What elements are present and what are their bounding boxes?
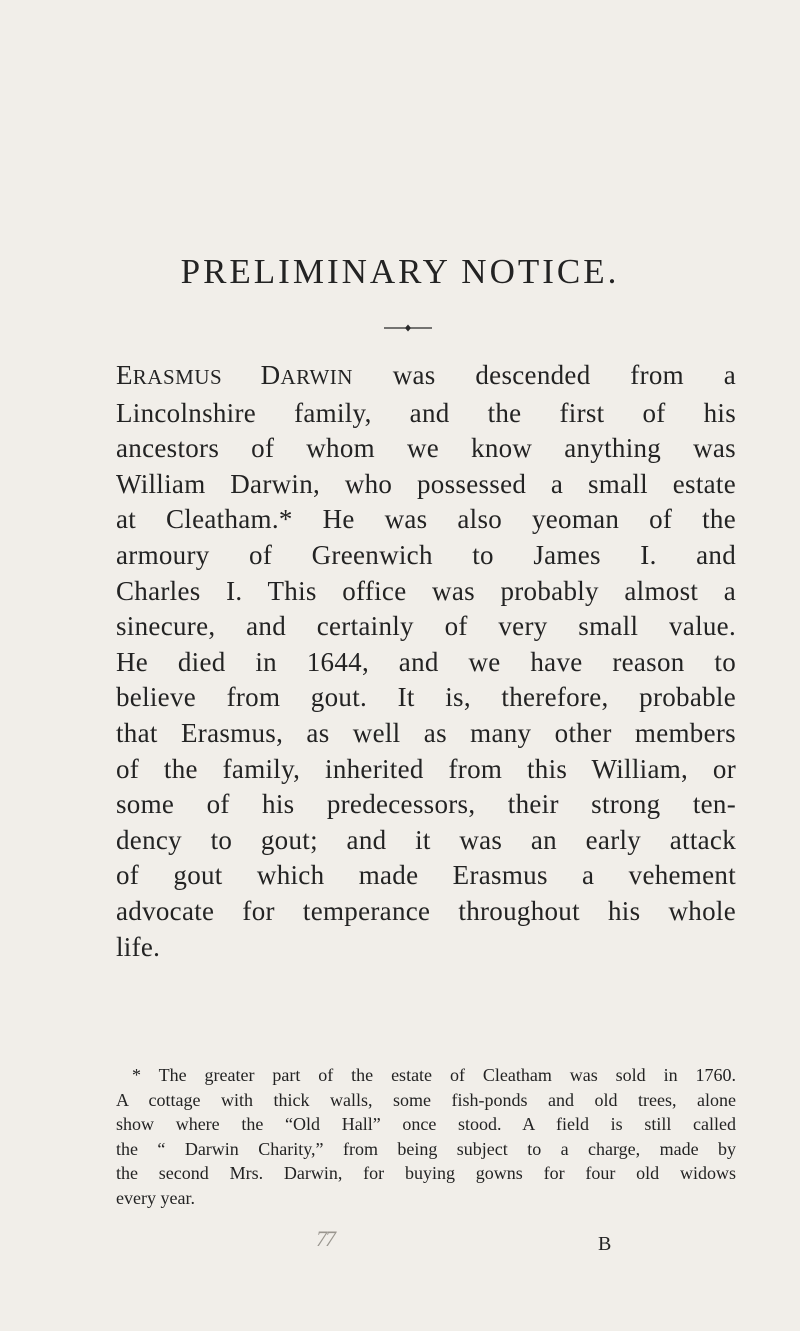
- body-line: [116, 502, 736, 538]
- footnote-line: every year.: [116, 1187, 195, 1208]
- body-text-run: RASMUS: [132, 365, 261, 389]
- footnote-line: the “ Darwin Charity,” from being subject to a charge, made by: [116, 1138, 736, 1159]
- body-line: [116, 467, 736, 503]
- body-line: [116, 609, 736, 645]
- page-title: PRELIMINARY NOTICE.: [180, 252, 620, 291]
- body-text-run: some of his predecessors, their strong ten-: [116, 789, 736, 820]
- body-line: [116, 645, 736, 681]
- ornament-rule-icon: [384, 323, 432, 333]
- footnote: [116, 1063, 736, 1211]
- handwritten-mark: 77: [316, 1226, 334, 1251]
- body-text-run: of gout which made Erasmus a vehement: [116, 860, 736, 891]
- body-text-run: dency to gout; and it was an early attack: [116, 824, 736, 855]
- footnote-line: * The greater part of the estate of Cleatham was sold in 1760.: [132, 1065, 736, 1085]
- body-text-run: Lincolnshire family, and the first of his: [116, 397, 736, 428]
- body-line: [116, 930, 736, 966]
- body-text-run: D: [260, 360, 281, 390]
- body-line: [116, 574, 736, 610]
- footnote-line: show where the “Old Hall” once stood. A field is still called: [116, 1114, 736, 1135]
- body-text-run: of the family, inherited from this William, or: [116, 753, 736, 784]
- body-text-run: armoury of Greenwich to James I. and: [116, 539, 736, 570]
- body-line: [116, 787, 736, 823]
- body-line: [116, 823, 736, 859]
- body-line: [116, 894, 736, 930]
- body-text-run: at Cleatham.* He was also yeoman of the: [116, 504, 736, 535]
- body-text-run: ancestors of whom we know anything was: [116, 433, 736, 464]
- body-text-run: William Darwin, who possessed a small estate: [116, 468, 736, 499]
- body-line: [116, 358, 736, 396]
- body-line: [116, 396, 736, 432]
- body-line: [116, 752, 736, 788]
- body-line: [116, 858, 736, 894]
- body-text-run: advocate for temperance throughout his whole: [116, 895, 736, 926]
- body-line: [116, 680, 736, 716]
- body-text-run: sinecure, and certainly of very small value.: [116, 611, 736, 642]
- body-text: [116, 358, 736, 965]
- body-text-run: ARWIN: [280, 365, 353, 389]
- body-line: [116, 716, 736, 752]
- footnote-line: A cottage with thick walls, some fish-ponds and old trees, alone: [116, 1089, 736, 1110]
- footnote-line: the second Mrs. Darwin, for buying gowns for four old widows: [116, 1163, 736, 1184]
- signature-mark: B: [598, 1233, 612, 1255]
- body-line: [116, 538, 736, 574]
- body-text-run: E: [116, 360, 133, 390]
- body-text-run: life.: [116, 931, 161, 962]
- body-text-run: was descended from a: [352, 360, 737, 390]
- body-text-run: that Erasmus, as well as many other members: [116, 717, 736, 748]
- body-text-run: Charles I. This office was probably almost a: [116, 575, 736, 606]
- body-line: [116, 431, 736, 467]
- body-text-run: believe from gout. It is, therefore, probable: [116, 682, 736, 713]
- body-text-run: He died in 1644, and we have reason to: [116, 646, 736, 677]
